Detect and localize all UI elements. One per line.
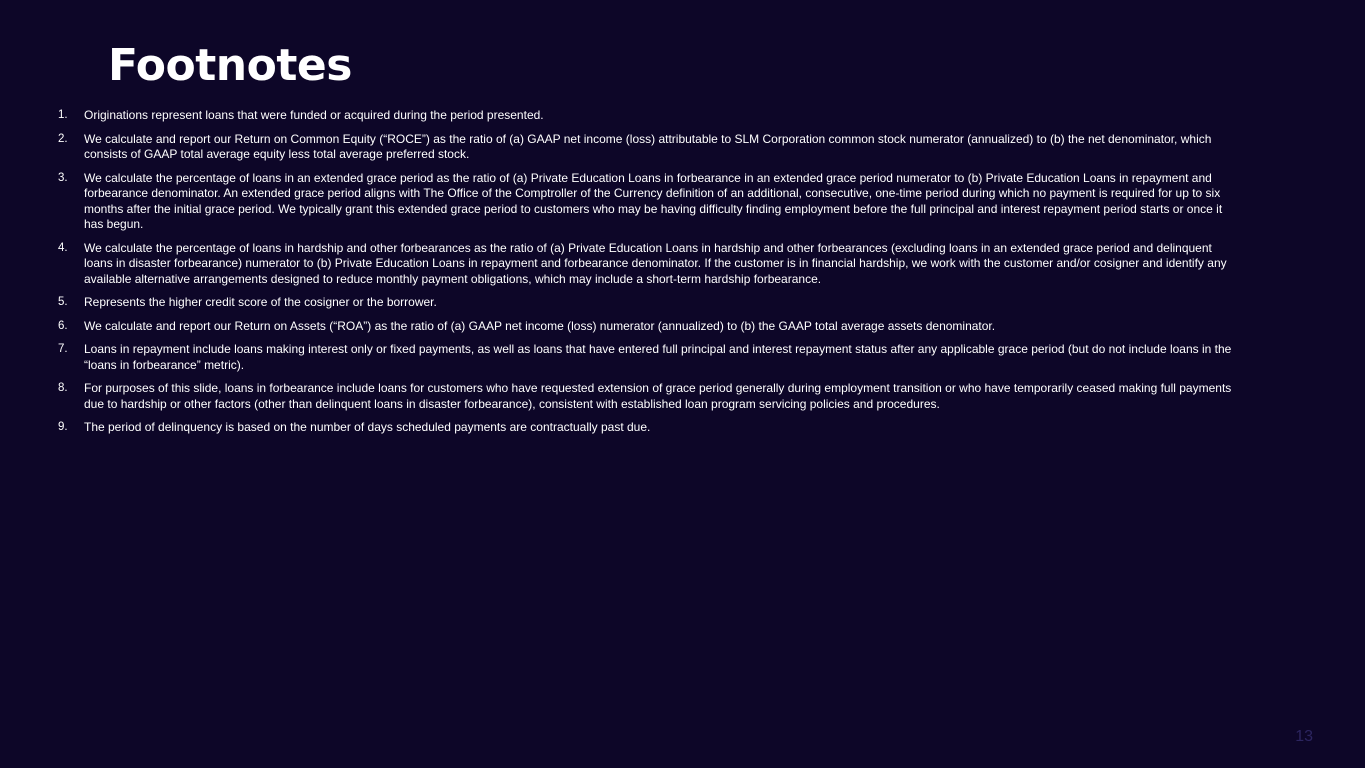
footnote-text: Represents the higher credit score of the cosigner or the borrower. [84,295,437,309]
footnote-item [58,342,1240,373]
footnote-number: 8. [58,382,68,394]
footnote-item [58,295,1240,311]
footnote-item [58,171,1240,233]
page-number: 13 [1295,728,1313,745]
footnote-text: Originations represent loans that were funded or acquired during the period presented. [84,108,544,122]
footnote-number: 9. [58,421,68,433]
footnote-text: We calculate the percentage of loans in hardship and other forbearances as the ratio of (a) Private Education Loans in hardship and other forbearances (excluding loans in an extended grace period and delinquent loans in disaster forbearance) numerator to (b) Private Education Loans in repayment and forbearance denominator. If the customer is in financial hardship, we work with the customer and/or cosigner and identify any available alternative arrangements designed to reduce monthly payment obligations, which may include a short-term hardship forbearance. [84,240,1227,286]
footnote-number: 3. [58,171,68,184]
footnote-number: 7. [58,343,68,355]
footnote-number: 2. [58,132,68,145]
footnote-text: The period of delinquency is based on the number of days scheduled payments are contractually past due. [84,420,651,434]
footnote-number: 6. [58,319,68,332]
footnote-item [58,108,1240,124]
footnote-text: For purposes of this slide, loans in forbearance include loans for customers who have requested extension of grace period generally during employment transition or who have temporarily ceased making full payments due to hardship or other factors (other than delinquent loans in disaster forbearance), consistent with established loan program servicing policies and procedures. [84,381,1232,411]
page-title: Footnotes [108,40,352,91]
footnote-item [58,319,1240,335]
footnote-item [58,241,1240,288]
footnote-item [58,381,1240,412]
footnote-text: We calculate and report our Return on Assets (“ROA”) as the ratio of (a) GAAP net income (loss) numerator (annualized) to (b) the GAAP total average assets denominator. [84,318,996,333]
footnote-text: We calculate the percentage of loans in an extended grace period as the ratio of (a) Private Education Loans in forbearance in an extended grace period numerator to (b) Private Education Loans in repayment and forbearance denominator. An extended grace period aligns with The Office of the Comptroller of the Currency definition of an additional, consecutive, one-time period during which no payment is required for up to six months after the initial grace period. We typically grant this extended grace period to customers who may be having difficulty finding employment before the full principal and interest repayment period starts or once it has begun. [84,170,1223,231]
footnote-number: 5. [58,296,68,308]
footnote-text: Loans in repayment include loans making interest only or fixed payments, as well as loans that have entered full principal and interest repayment status after any applicable grace period (but do not include loans in the “loans in forbearance” metric). [84,342,1232,372]
footnote-number: 4. [58,241,68,254]
footnote-item [58,132,1240,163]
footnotes-list [58,108,1240,444]
footnote-number: 1. [58,109,68,121]
footnote-text: We calculate and report our Return on Common Equity (“ROCE”) as the ratio of (a) GAAP net income (loss) attributable to SLM Corporation common stock numerator (annualized) to (b) the net denominator, which consists of GAAP total average equity less total average preferred stock. [84,131,1212,161]
footnote-item [58,420,1240,436]
